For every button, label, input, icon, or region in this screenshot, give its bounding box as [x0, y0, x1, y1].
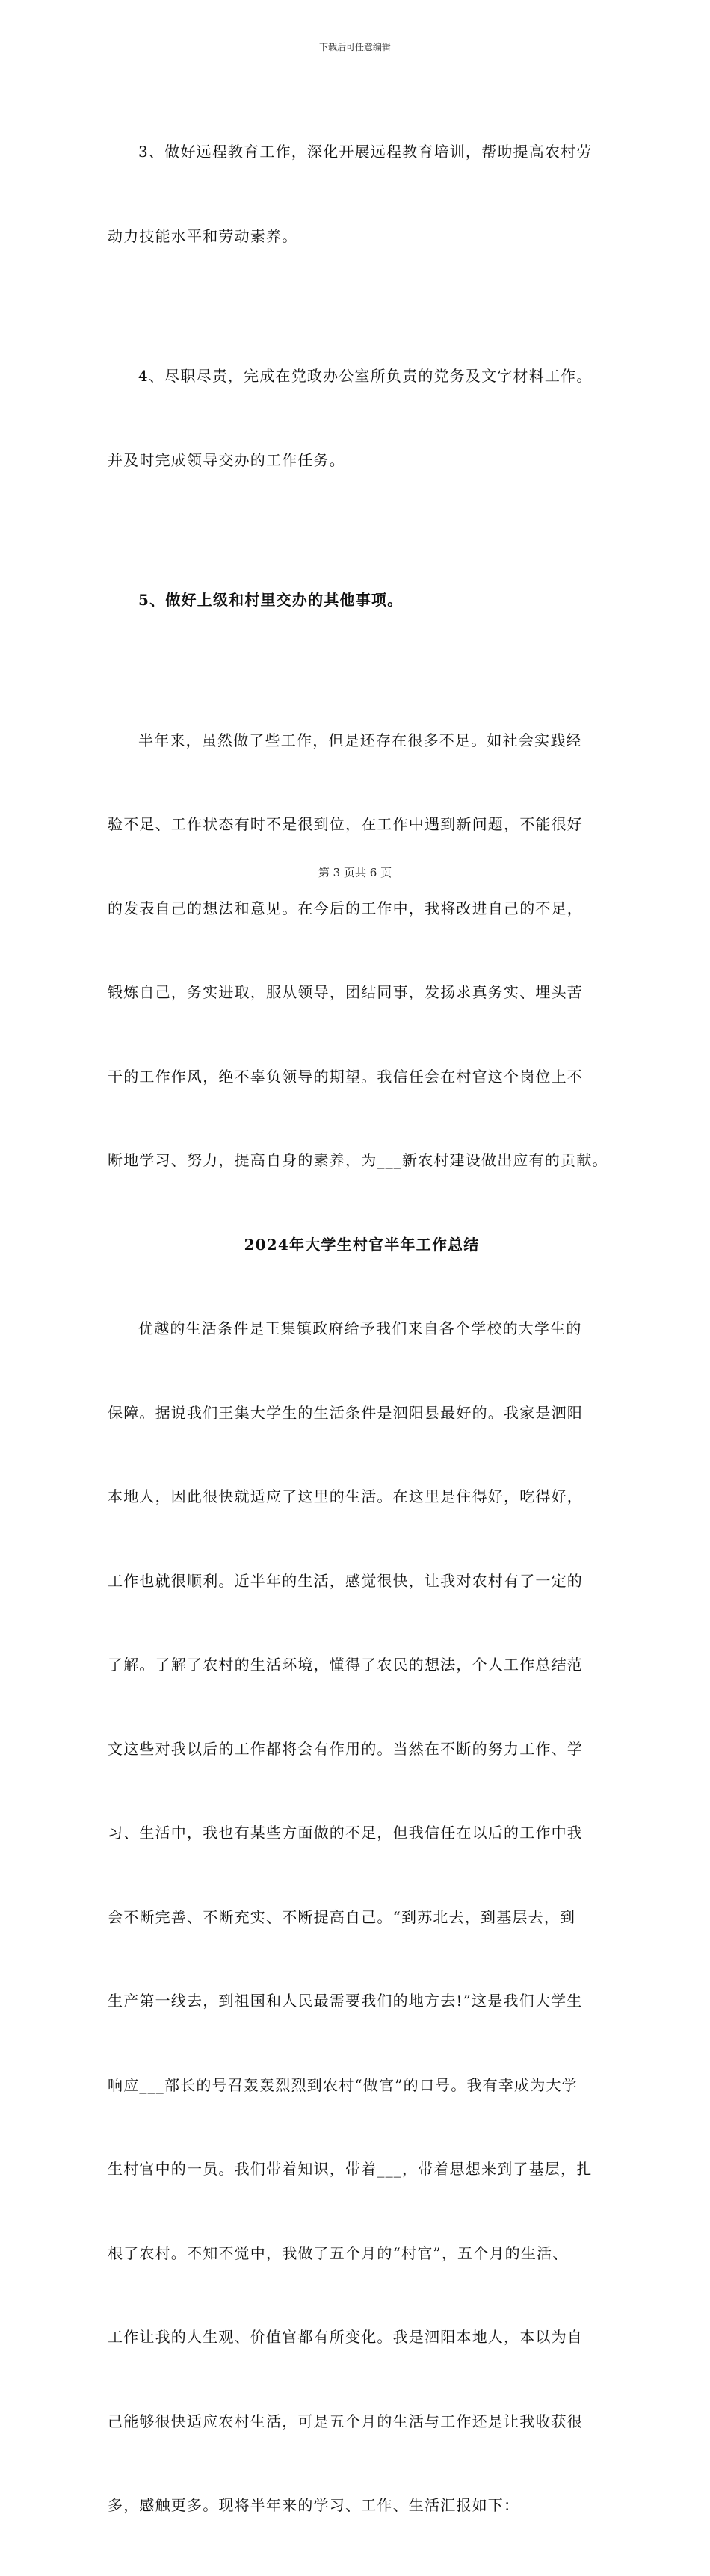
text-line: 本地人，因此很快就适应了这里的生活。在这里是住得好，吃得好，: [108, 1487, 583, 1505]
text-line: 干的工作作风，绝不辜负领导的期望。我信任会在村官这个岗位上不: [108, 1067, 583, 1086]
text-line: 根了农村。不知不觉中，我做了五个月的“村官”，五个月的生活、: [108, 2244, 569, 2262]
text-line: 的发表自己的想法和意见。在今后的工作中，我将改进自己的不足，: [108, 899, 583, 917]
text-line: 4、尽职尽责，完成在党政办公室所负责的党务及文字材料工作。: [138, 367, 593, 385]
page-footer: 第 3 页共 6 页: [318, 866, 392, 879]
text-line: 响应___部长的号召轰轰烈烈到农村“做官”的口号。我有幸成为大学: [108, 2075, 578, 2094]
page-header: 下载后可任意编辑: [318, 42, 391, 52]
text-line: 动力技能水平和劳动素养。: [108, 226, 298, 245]
text-line: 习、生活中，我也有某些方面做的不足，但我信任在以后的工作中我: [108, 1824, 583, 1842]
section-title: [108, 1231, 616, 1260]
text-line: 并及时完成领导交办的工作任务。: [108, 451, 345, 469]
document-body: [108, 82, 616, 2576]
text-line: 半年来，虽然做了些工作，但是还存在很多不足。如社会实践经: [138, 731, 582, 749]
text-line: 己能够很快适应农村生活，可是五个月的生活与工作还是让我收获很: [108, 2412, 583, 2430]
text-line: 文这些对我以后的工作都将会有作用的。当然在不断的努力工作、学: [108, 1739, 583, 1758]
text-line: 会不断完善、不断充实、不断提高自己。“到苏北去，到基层去，到: [108, 1907, 576, 1926]
text-line: 生村官中的一员。我们带着知识，带着___，带着思想来到了基层，扎: [108, 2160, 593, 2178]
paragraph-item-4: [108, 306, 616, 530]
text-line: 3、做好远程教育工作，深化开展远程教育培训，帮助提高农村劳: [138, 143, 593, 161]
text-line: 了解。了解了农村的生活环境，懂得了农民的想法，个人工作总结范: [108, 1656, 583, 1674]
text-line: 保障。据说我们王集大学生的生活条件是泗阳县最好的。我家是泗阳: [108, 1403, 583, 1422]
paragraph-item-5: [108, 530, 616, 671]
text-line: 锻炼自己，务实进取，服从领导，团结同事，发扬求真务实、埋头苦: [108, 983, 583, 1001]
paragraph-body: [108, 1259, 616, 2576]
paragraph-summary: [108, 671, 616, 1231]
text-line: 验不足、工作状态有时不是很到位，在工作中遇到新问题，不能很好: [108, 815, 583, 833]
text-line: 多，感触更多。现将半年来的学习、工作、生活汇报如下：: [108, 2496, 520, 2514]
text-line: 优越的生活条件是王集镇政府给予我们来自各个学校的大学生的: [138, 1319, 582, 1337]
paragraph-item-3: [108, 82, 616, 306]
text-line: 5、做好上级和村里交办的其他事项。: [138, 591, 404, 609]
text-line: 工作让我的人生观、价值官都有所变化。我是泗阳本地人，本以为自: [108, 2328, 583, 2346]
text-line: 2024年大学生村官半年工作总结: [244, 1235, 480, 1254]
text-line: 生产第一线去，到祖国和人民最需要我们的地方去!”这是我们大学生: [108, 1992, 583, 2010]
text-line: 工作也就很顺利。近半年的生活，感觉很快，让我对农村有了一定的: [108, 1571, 583, 1590]
text-line: 断地学习、努力，提高自身的素养，为___新农村建设做出应有的贡献。: [108, 1151, 608, 1169]
